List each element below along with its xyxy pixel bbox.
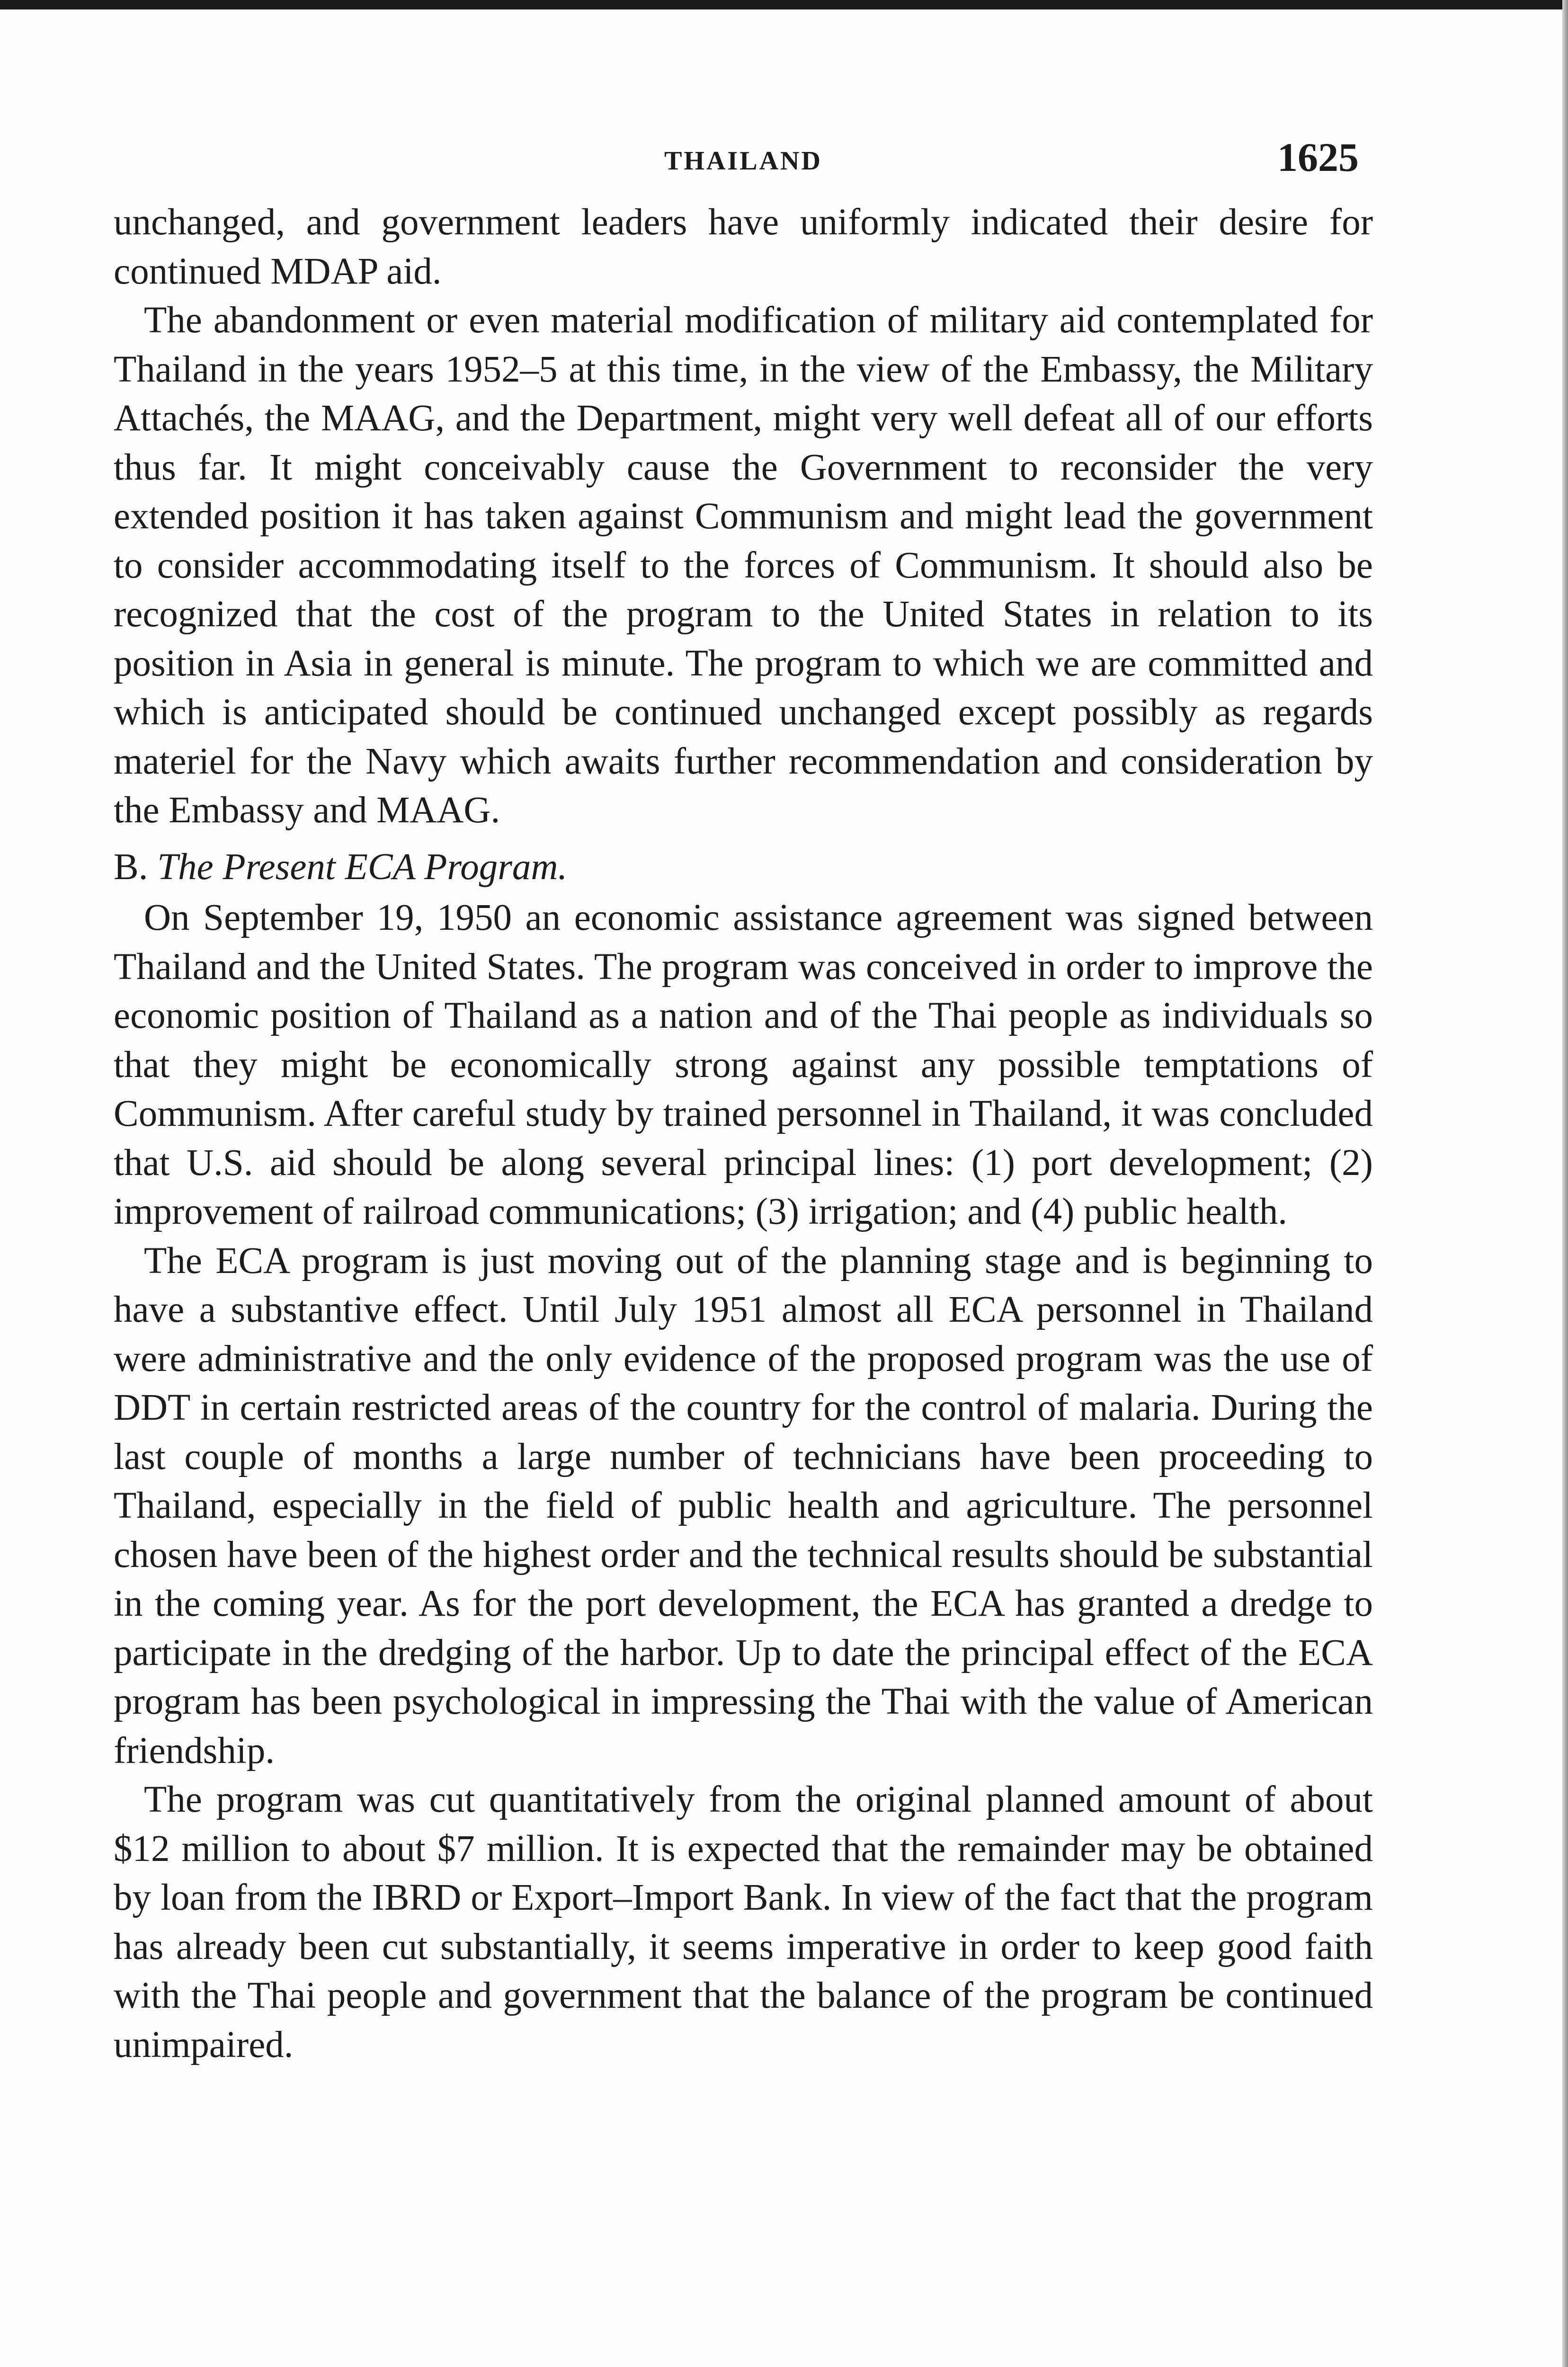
page-content xyxy=(114,123,1373,2069)
section-label: B. xyxy=(114,846,148,888)
paragraph-eca-funding: The program was cut quantitatively from the original planned amount of about $12 million to about $7 million. It is expected that the remainder may be obtained by loan from the IBRD or Export–Import Bank. In view of the fact that the program has already been cut substantially, it seems imperative in order to keep good faith with the Thai people and government that the balance of the program be continued unimpaired. xyxy=(114,1779,1373,2065)
section-heading xyxy=(114,843,1373,892)
paragraph-military-aid: The abandonment or even material modification of military aid contemplated for Thailand in the years 1952–5 at this time, in the view of the Embassy, the Military Attachés, the MAAG, and the Department, might very well defeat all of our efforts thus far. It might conceivably cause the Government to reconsider the very extended position it has taken against Communism and might lead the government to consider accommodating itself to the forces of Communism. It should also be recognized that the cost of the program to the United States in relation to its position in Asia in general is minute. The program to which we are committed and which is anticipated should be continued unchanged except possibly as regards materiel for the Navy which awaits further recommendation and consideration by the Embassy and MAAG. xyxy=(114,300,1373,831)
paragraph-eca-agreement: On September 19, 1950 an economic assistance agreement was signed between Thailand and the United States. The program was conceived in order to improve the economic position of Thailand as a nation and of the Thai people as individuals so that they might be economically strong against any possible temptations of Communism. After careful study by trained personnel in Thailand, it was concluded that U.S. aid should be along several principal lines: (1) port development; (2) improvement of railroad communications; (3) irrigation; and (4) public health. xyxy=(114,897,1373,1232)
section-title: The Present ECA Program. xyxy=(157,846,568,888)
page-top-border xyxy=(0,0,1568,9)
running-header xyxy=(114,123,1373,194)
running-title: THAILAND xyxy=(664,146,822,176)
paragraph-continuation: unchanged, and government leaders have uniformly indicated their desire for continued MDAP aid. xyxy=(114,202,1373,292)
page-right-edge xyxy=(1562,0,1568,2367)
page-number: 1625 xyxy=(1277,134,1359,180)
body-text xyxy=(114,198,1373,2069)
paragraph-eca-progress: The ECA program is just moving out of the planning stage and is beginning to have a substantive effect. Until July 1951 almost all ECA personnel in Thailand were administrative and the only evidence of the proposed program was the use of DDT in certain restricted areas of the country for the control of malaria. During the last couple of months a large number of technicians have been proceeding to Thailand, especially in the field of public health and agriculture. The personnel chosen have been of the highest order and the technical results should be substantial in the coming year. As for the port development, the ECA has granted a dredge to participate in the dredging of the harbor. Up to date the principal effect of the ECA program has been psychological in impressing the Thai with the value of American friendship. xyxy=(114,1240,1373,1771)
